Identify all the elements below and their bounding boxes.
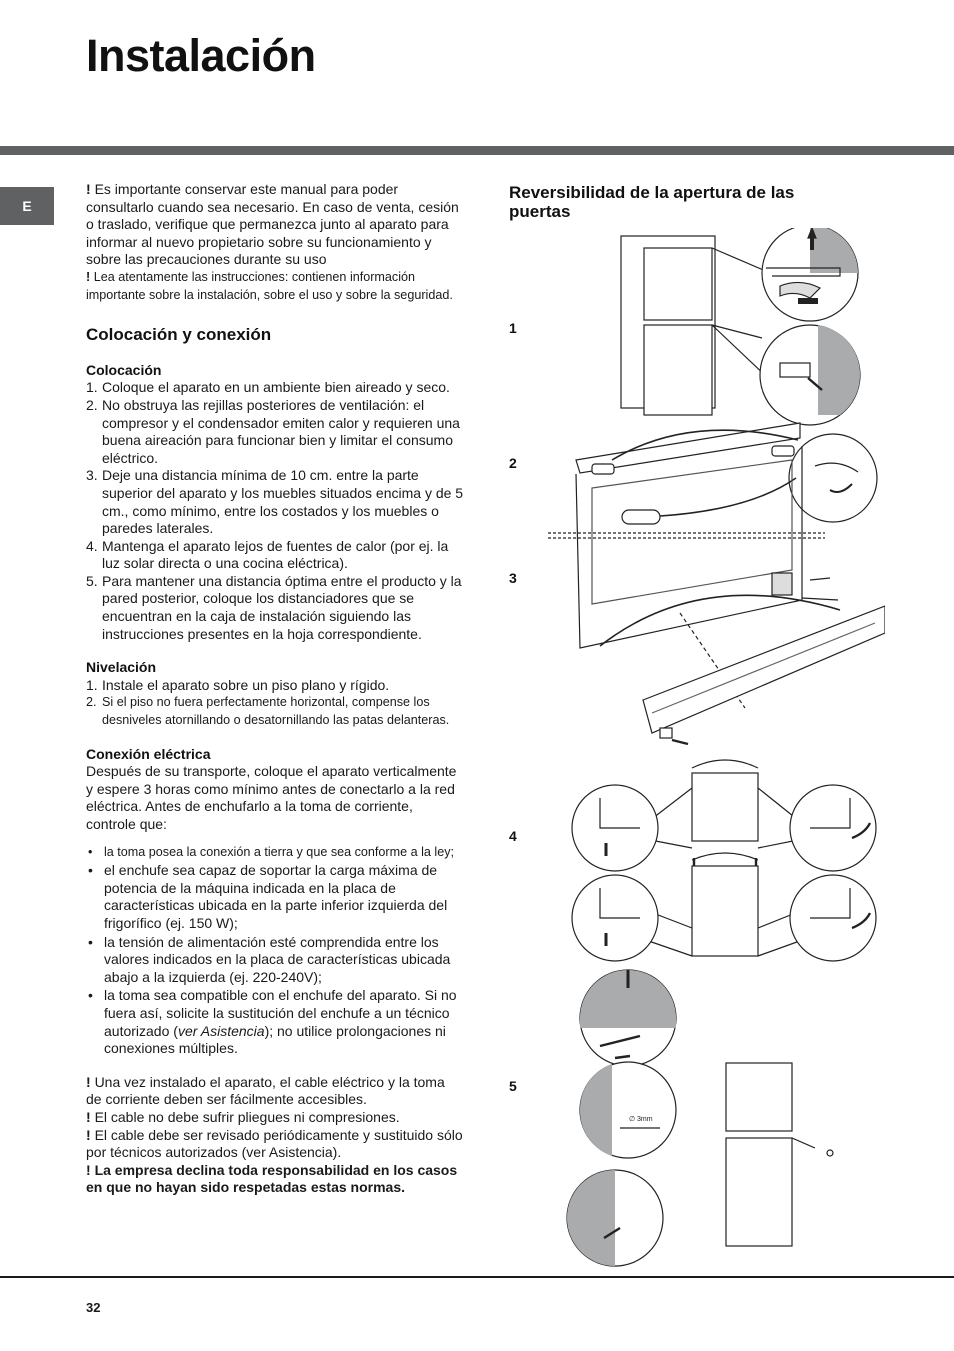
page-number: 32: [86, 1300, 101, 1315]
step-label-3: 3: [509, 570, 517, 586]
list-item: • la tensión de alimentación esté comprendida entre los valores indicados en la placa de características ubicada abajo a la izquierda (ej. 220-240V);: [88, 933, 451, 985]
list-item: 1. Coloque el aparato en un ambiente bien aireado y seco.: [86, 379, 450, 396]
left-column: [86, 181, 464, 1197]
step5-final-assembly: [567, 970, 833, 1266]
list-item: • la toma posea la conexión a tierra y que sea conforme a la ley;: [88, 844, 455, 859]
conexion-bullets: [86, 844, 464, 1058]
warning-mark: !: [86, 269, 91, 284]
warning-mark: !: [86, 181, 91, 197]
note-3: ! El cable debe ser revisado periódicamente y sustituido sólo por técnicos autorizados (ver Asistencia).: [86, 1126, 463, 1161]
list-item: • el enchufe sea capaz de soportar la carga máxima de potencia de la máquina indicada en la placa de características ubicada en la parte inferior izquierda del frigorífico (ej. 150 W);: [88, 862, 448, 931]
subheading-nivelacion: Nivelación: [86, 659, 157, 676]
list-item: 5. Para mantener una distancia óptima entre el producto y la pared posterior, coloque los distanciadores que se encuentran en la caja de instalación siguiendo las instrucciones presentes en la hoja correspondiente.: [86, 572, 462, 642]
colocacion-list: [86, 379, 464, 643]
list-item: 4. Mantenga el aparato lejos de fuentes de calor (por ej. la luz solar directa o una cocina eléctrica).: [86, 537, 449, 572]
list-item: 1. Instale el aparato sobre un piso plano y rígido.: [86, 676, 390, 693]
door-reversal-illustration: [540, 228, 885, 1273]
note-1: ! Una vez instalado el aparato, el cable eléctrico y la toma de corriente deben ser fácilmente accesibles.: [86, 1073, 445, 1108]
intro-paragraph-2: ! Lea atentamente las instrucciones: contienen información importante sobre la instalación, sobre el uso y sobre la seguridad.: [86, 269, 453, 302]
step-label-2: 2: [509, 455, 517, 471]
note-2: ! El cable no debe sufrir pliegues ni compresiones.: [86, 1108, 400, 1125]
bottom-divider: [0, 1276, 954, 1278]
step-label-4: 4: [509, 828, 517, 844]
top-divider: [0, 146, 954, 155]
step-label-5: 5: [509, 1078, 517, 1094]
section-heading-colocacion-conexion: Colocación y conexión: [86, 325, 272, 345]
list-item: • la toma sea compatible con el enchufe del aparato. Si no fuera así, solicite la sustitución del enchufe a un técnico autorizado (ver Asistencia); no utilice prolongaciones ni conexiones múltiples.: [88, 987, 457, 1057]
language-tab: E: [0, 187, 54, 225]
intro-paragraph-1: ! Es importante conservar este manual para poder consultarlo cuando sea necesario. En caso de venta, cesión o traslado, verifique que permanezca junto al aparato para informar al nuevo propietario sobre su funcionamiento y sobre las precauciones durante su uso: [86, 181, 459, 268]
nivelacion-list: [86, 677, 464, 730]
list-item: 2. Si el piso no fuera perfectamente horizontal, compense los desniveles atornillando o desatornillando las patas delanteras.: [86, 695, 450, 728]
subheading-colocacion: Colocación: [86, 361, 162, 378]
conexion-intro: Después de su transporte, coloque el aparato verticalmente y espere 3 horas como mínimo antes de conectarlo a la red eléctrica. Antes de enchufarlo a la toma de corriente, controle que:: [86, 763, 457, 832]
page-title: Instalación: [86, 30, 316, 81]
step2-top-hinge: [576, 423, 877, 524]
step1-fridge: [621, 228, 860, 425]
subheading-conexion-electrica: Conexión eléctrica: [86, 745, 211, 762]
list-item: 3. Deje una distancia mínima de 10 cm. entre la parte superior del aparato y los muebles situados encima y de 5 cm., como mínimo, entre los costados y los muebles o paredes laterales.: [86, 467, 464, 537]
step-label-1: 1: [509, 320, 517, 336]
reversibilidad-heading: Reversibilidad de la apertura de las puertas: [509, 183, 795, 221]
list-item: 2. No obstruya las rejillas posteriores de ventilación: el compresor y el condensador emiten calor y requieren una buena aireación para funcionar bien y limitar el consumo eléctrico.: [86, 396, 460, 466]
note-4: ! La empresa declina toda responsabilidad en los casos en que no hayan sido respetadas estas normas.: [86, 1161, 458, 1196]
diameter-label: ∅ 3mm: [629, 1116, 653, 1123]
step4-door-swap: [572, 760, 876, 961]
